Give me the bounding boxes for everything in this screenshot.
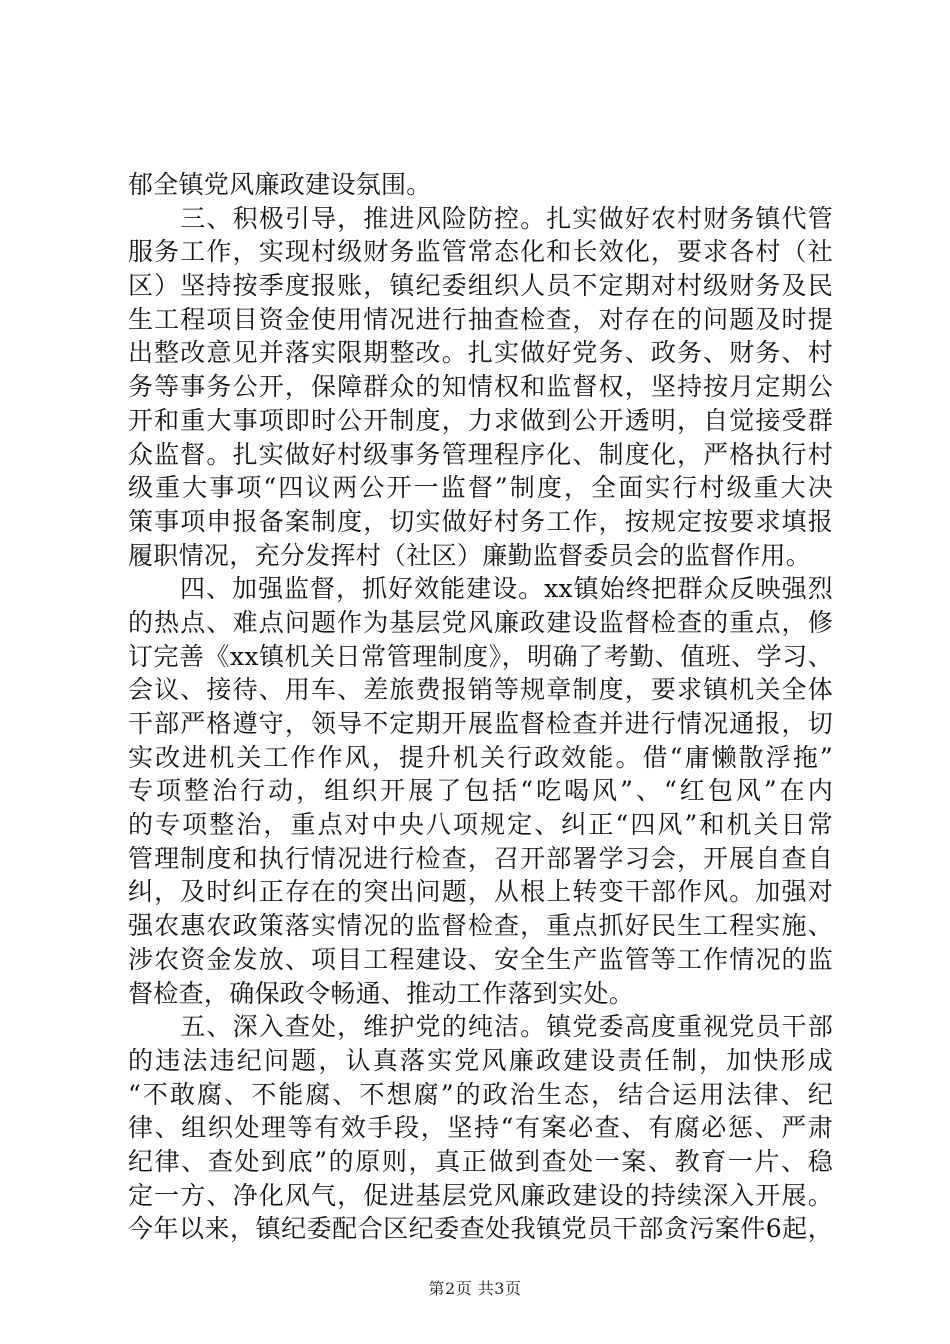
text-line: 的热点、难点问题作为基层党风廉政建设监督检查的重点，修	[128, 607, 833, 637]
text-line: 众监督。扎实做好村级事务管理程序化、制度化，严格执行村	[128, 439, 833, 469]
text-line: 纠，及时纠正存在的突出问题，从根上转变干部作风。加强对	[128, 877, 833, 907]
text-line: 的专项整治，重点对中央八项规定、纠正“四风”和机关日常	[128, 810, 833, 840]
text-line: 五、深入查处，维护党的纯洁。镇党委高度重视党员干部	[128, 1012, 833, 1042]
text-line: 干部严格遵守，领导不定期开展监督检查并进行情况通报，切	[128, 709, 833, 738]
text-line: 三、积极引导，推进风险防控。扎实做好农村财务镇代管	[128, 203, 833, 233]
text-line: 今年以来，镇纪委配合区纪委查处我镇党员干部贪污案件6起，	[128, 1214, 833, 1244]
text-line: 的违法违纪问题，认真落实党风廉政建设责任制，加快形成	[128, 1045, 833, 1075]
text-line: 出整改意见并落实限期整改。扎实做好党务、政务、财务、村	[128, 338, 833, 368]
text-line: 区）坚持按季度报账，镇纪委组织人员不定期对村级财务及民	[128, 271, 833, 301]
text-line: 管理制度和执行情况进行检查，召开部署学习会，开展自查自	[128, 843, 833, 873]
text-line: 纪律、查处到底”的原则，真正做到查处一案、教育一片、稳	[128, 1146, 833, 1176]
text-line: 实改进机关工作作风，提升机关行政效能。借“庸懒散浮拖”	[128, 742, 833, 772]
text-line: 开和重大事项即时公开制度，力求做到公开透明，自觉接受群	[128, 405, 833, 435]
text-line: 定一方、净化风气，促进基层党风廉政建设的持续深入开展。	[128, 1180, 833, 1210]
text-line: 订完善《xx镇机关日常管理制度》，明确了考勤、值班、学习、	[128, 641, 833, 671]
text-line: 服务工作，实现村级财务监管常态化和长效化，要求各村（社	[128, 237, 833, 267]
text-line: 履职情况，充分发挥村（社区）廉勤监督委员会的监督作用。	[128, 540, 812, 570]
text-line: 生工程项目资金使用情况进行抽查检查，对存在的问题及时提	[128, 304, 833, 334]
text-line: 涉农资金发放、项目工程建设、安全生产监管等工作情况的监	[128, 944, 833, 974]
text-line: 会议、接待、用车、差旅费报销等规章制度，要求镇机关全体	[128, 675, 833, 705]
document-body	[128, 168, 833, 1246]
text-line: 律、组织处理等有效手段，坚持“有案必查、有腐必惩、严肃	[128, 1113, 833, 1143]
text-line: “不敢腐、不能腐、不想腐”的政治生态，结合运用法律、纪	[128, 1079, 833, 1109]
text-line: 督检查，确保政令畅通、推动工作落到实处。	[128, 978, 635, 1008]
text-line: 郁全镇党风廉政建设氛围。	[128, 170, 432, 199]
page-number-footer: 第2页 共3页	[428, 1279, 522, 1298]
text-line: 级重大事项“四议两公开一监督”制度，全面实行村级重大决	[128, 473, 833, 503]
text-line: 策事项申报备案制度，切实做好村务工作，按规定按要求填报	[128, 506, 833, 536]
text-line: 四、加强监督，抓好效能建设。xx镇始终把群众反映强烈	[128, 574, 833, 604]
text-line: 务等事务公开，保障群众的知情权和监督权，坚持按月定期公	[128, 372, 833, 402]
text-line: 专项整治行动，组织开展了包括“吃喝风”、“红包风”在内	[128, 776, 833, 806]
text-line: 强农惠农政策落实情况的监督检查，重点抓好民生工程实施、	[128, 911, 833, 941]
